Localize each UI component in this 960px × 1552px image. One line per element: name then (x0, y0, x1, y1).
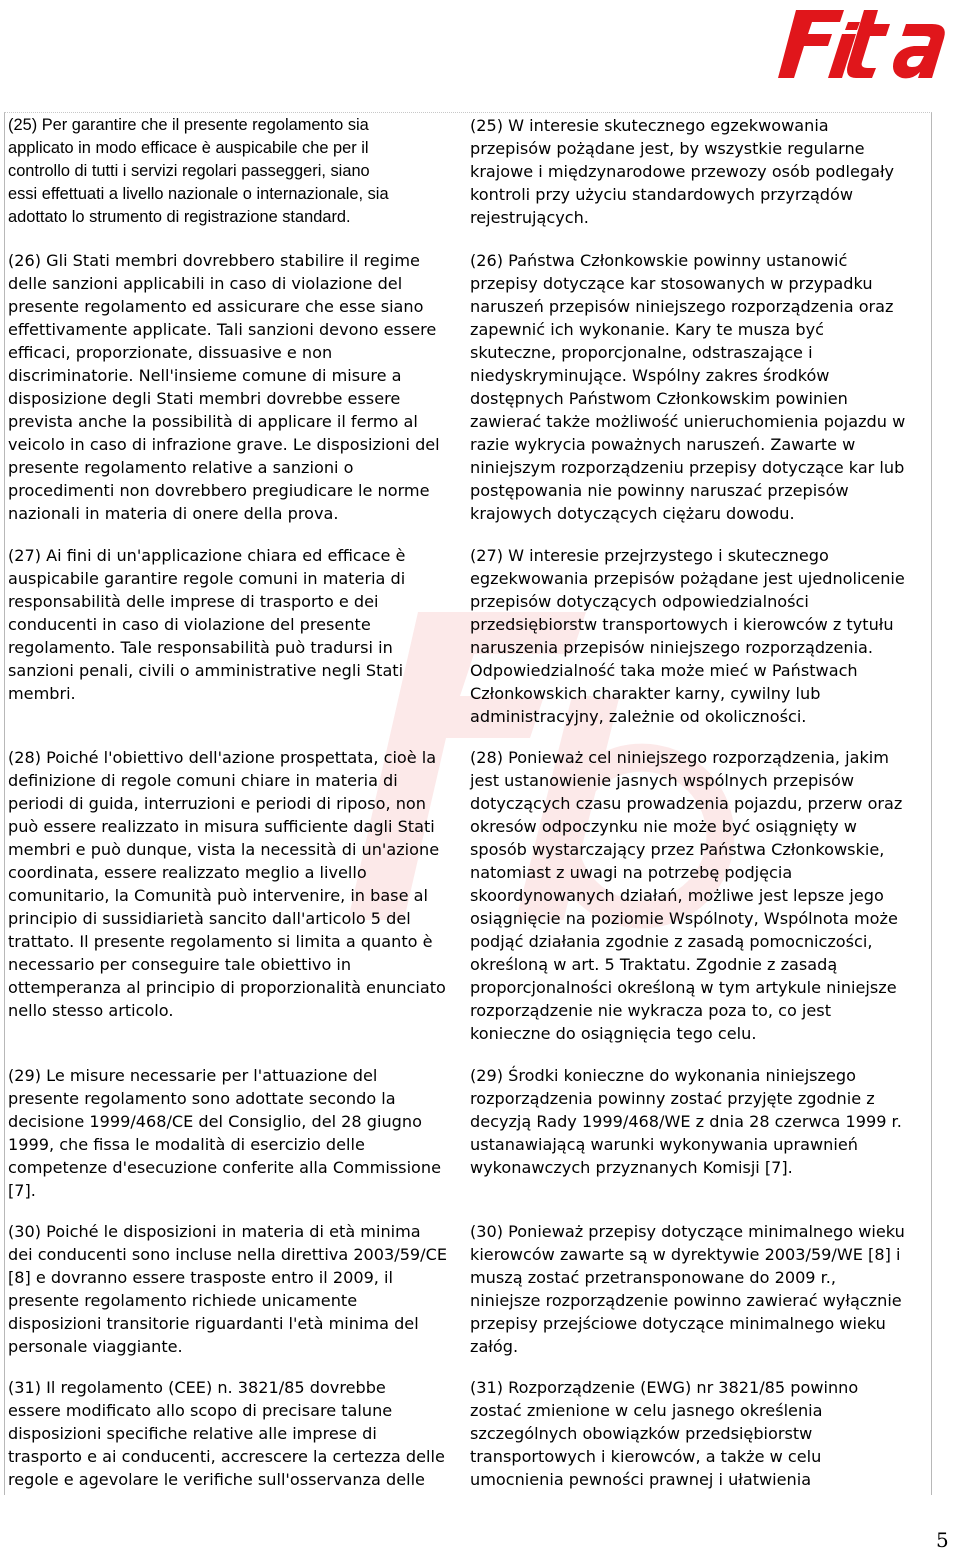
text-line: presente regolamento richiede unicamente (8, 1291, 358, 1310)
polish-paragraph-26 (470, 249, 928, 525)
text-line: decyzją Rady 1999/468/WE z dnia 28 czerwca 1999 r. (470, 1112, 902, 1131)
text-line: può essere realizzato in misura sufficiente dagli Stati (8, 817, 435, 836)
text-line: necessario per conseguire tale obiettivo in (8, 955, 352, 974)
text-line: discriminatorie. Nell'insieme comune di misure a (8, 366, 402, 385)
text-line: [7]. (8, 1181, 36, 1200)
text-line: zapewnić ich wykonanie. Kary te musza być (470, 320, 824, 339)
italian-paragraph-30 (8, 1220, 466, 1358)
polish-paragraph-27 (470, 544, 928, 728)
text-line: zawierać także możliwość unieruchomienia pojazdu w (470, 412, 906, 431)
polish-paragraph-28 (470, 746, 928, 1045)
text-line: applicato in modo efficace è auspicabile che per il (8, 139, 369, 157)
text-line: definizione di regole comuni chiare in materia di (8, 771, 398, 790)
text-line: (27) W interesie przejrzystego i skutecznego (470, 546, 829, 565)
text-line: niniejsze rozporządzenie powinno zawierać wyłącznie (470, 1291, 902, 1310)
text-line: administracyjny, zależnie od okoliczności. (470, 707, 807, 726)
text-line: proporcjonalności określoną w tym artykule niniejsze (470, 978, 897, 997)
text-line: principio di sussidiarietà sancito dall'articolo 5 del (8, 909, 411, 928)
text-line: kontroli przy użyciu standardowych przyrządów (470, 185, 854, 204)
polish-paragraph-29 (470, 1064, 928, 1179)
text-line: regolamento. Tale responsabilità può tradursi in (8, 638, 393, 657)
text-line: (30) Poiché le disposizioni in materia di età minima (8, 1222, 421, 1241)
text-line: trasporto e ai conducenti, accrescere la certezza delle (8, 1447, 445, 1466)
text-line: jest ustanowienie jasnych wspólnych przepisów (470, 771, 855, 790)
text-line: nazionali in materia di onere della prova. (8, 504, 339, 523)
text-line: presente regolamento relative a sanzioni o (8, 458, 354, 477)
text-line: okresów odpoczynku nie może być osiągnięty w (470, 817, 857, 836)
text-line: personale viaggiante. (8, 1337, 183, 1356)
text-line: responsabilità delle imprese di trasporto e dei (8, 592, 379, 611)
text-line: załóg. (470, 1337, 519, 1356)
text-line: (26) Państwa Członkowskie powinny ustanowić (470, 251, 848, 270)
text-line: membri e può dunque, vista la necessità di un'azione (8, 840, 440, 859)
text-line: przepisy przejściowe dotyczące minimalnego wieku (470, 1314, 886, 1333)
text-line: controllo di tutti i servizi regolari passeggeri, siano (8, 162, 370, 180)
text-line: disposizioni specifiche relative alle imprese di (8, 1424, 377, 1443)
text-line: [8] e dovranno essere trasposte entro il 2009, il (8, 1268, 393, 1287)
text-line: regole e agevolare le verifiche sull'osservanza delle (8, 1470, 425, 1489)
text-line: (29) Środki konieczne do wykonania niniejszego (470, 1066, 856, 1085)
text-line: podjąć działania zgodnie z zasadą pomocniczości, (470, 932, 873, 951)
text-line: rozporządzenie nie wykracza poza to, co jest (470, 1001, 832, 1020)
italian-paragraph-27 (8, 544, 466, 705)
text-line: membri. (8, 684, 76, 703)
text-line: naruszenia przepisów niniejszego rozporządzenia. (470, 638, 874, 657)
page-number: 5 (936, 1528, 949, 1552)
text-line: conducenti in caso di violazione del presente (8, 615, 371, 634)
text-line: krajowych dotyczących ciężaru dowodu. (470, 504, 795, 523)
text-line: disposizioni transitorie riguardanti l'età minima del (8, 1314, 419, 1333)
text-line: dei conducenti sono incluse nella direttiva 2003/59/CE (8, 1245, 448, 1264)
text-line: (25) W interesie skutecznego egzekwowania (470, 116, 829, 135)
text-line: (25) Per garantire che il presente regolamento sia (8, 116, 369, 134)
text-line: (30) Ponieważ przepisy dotyczące minimalnego wieku (470, 1222, 905, 1241)
text-line: dostępnych Państwom Członkowskim powinien (470, 389, 848, 408)
italian-paragraph-29 (8, 1064, 466, 1202)
text-line: decisione 1999/468/CE del Consiglio, del 28 giugno (8, 1112, 422, 1131)
text-line: (28) Ponieważ cel niniejszego rozporządzenia, jakim (470, 748, 889, 767)
text-line: efficaci, proporzionate, dissuasive e non (8, 343, 333, 362)
text-line: presente regolamento sono adottate secondo la (8, 1089, 396, 1108)
text-line: razie wykrycia poważnych naruszeń. Zawarte w (470, 435, 856, 454)
text-line: comunitario, la Comunità può intervenire, in base al (8, 886, 428, 905)
text-line: sposób wystarczający przez Państwa Członkowskie, (470, 840, 885, 859)
text-line: (31) Rozporządzenie (EWG) nr 3821/85 powinno (470, 1378, 859, 1397)
text-line: krajowe i międzynarodowe przewozy osób podlegały (470, 162, 895, 181)
italian-paragraph-28 (8, 746, 466, 1022)
text-line: skuteczne, proporcjonalne, odstraszające i (470, 343, 813, 362)
text-line: effettivamente applicate. Tali sanzioni devono essere (8, 320, 437, 339)
text-line: niedyskryminujące. Wspólny zakres środków (470, 366, 830, 385)
text-line: muszą zostać przetransponowane do 2009 r., (470, 1268, 837, 1287)
text-line: (28) Poiché l'obiettivo dell'azione prospettata, cioè la (8, 748, 437, 767)
text-line: (27) Ai fini di un'applicazione chiara ed efficace è (8, 546, 406, 565)
text-line: 1999, che fissa le modalità di esercizio delle (8, 1135, 365, 1154)
text-line: prevista anche la possibilità di applicare il fermo al (8, 412, 418, 431)
text-line: nello stesso articolo. (8, 1001, 174, 1020)
text-line: przepisów dotyczących odpowiedzialności (470, 592, 809, 611)
text-line: rejestrujących. (470, 208, 589, 227)
italian-paragraph-31 (8, 1376, 466, 1491)
text-line: rozporządzenia powinny zostać przyjęte zgodnie z (470, 1089, 875, 1108)
text-line: dotyczących czasu prowadzenia pojazdu, przerw oraz (470, 794, 903, 813)
text-line: wykonawczych przyznanych Komisji [7]. (470, 1158, 793, 1177)
text-line: delle sanzioni applicabili in caso di violazione del (8, 274, 403, 293)
text-line: umocnienia pewności prawnej i ułatwienia (470, 1470, 812, 1489)
text-line: (29) Le misure necessarie per l'attuazione del (8, 1066, 378, 1085)
text-line: transportowych i kierowców, a także w celu (470, 1447, 822, 1466)
text-line: przedsiębiorstw transportowych i kierowców z tytułu (470, 615, 894, 634)
polish-paragraph-30 (470, 1220, 928, 1358)
logo-text: fita (756, 2, 758, 3)
text-line: konieczne do osiągnięcia tego celu. (470, 1024, 757, 1043)
text-line: disposizione degli Stati membri dovrebbe essere (8, 389, 401, 408)
text-line: osiągnięcie na poziomie Wspólnoty, Wspólnota może (470, 909, 898, 928)
text-line: skoordynowanych działań, możliwe jest lepsze jego (470, 886, 884, 905)
text-line: niniejszym rozporządzeniu przepisy dotyczące kar lub (470, 458, 905, 477)
text-line: (31) Il regolamento (CEE) n. 3821/85 dovrebbe (8, 1378, 386, 1397)
text-line: essi effettuati a livello nazionale o internazionale, sia (8, 185, 389, 203)
text-line: szczególnych obowiązków przedsiębiorstw (470, 1424, 813, 1443)
text-line: auspicabile garantire regole comuni in materia di (8, 569, 406, 588)
text-line: essere modificato allo scopo di precisare talune (8, 1401, 393, 1420)
text-line: postępowania nie powinny naruszać przepisów (470, 481, 849, 500)
text-line: presente regolamento ed assicurare che esse siano (8, 297, 424, 316)
text-line: adottato lo strumento di registrazione standard. (8, 208, 351, 226)
text-line: (26) Gli Stati membri dovrebbero stabilire il regime (8, 251, 420, 270)
text-line: sanzioni penali, civili o amministrative negli Stati (8, 661, 404, 680)
text-line: przepisów pożądane jest, by wszystkie regularne (470, 139, 865, 158)
text-line: egzekwowania przepisów pożądane jest ujednolicenie (470, 569, 905, 588)
text-line: Członkowskich charakter karny, cywilny lub (470, 684, 821, 703)
italian-paragraph-25 (8, 114, 466, 229)
text-line: veicolo in caso di infrazione grave. Le disposizioni del (8, 435, 440, 454)
text-line: określoną w art. 5 Traktatu. Zgodnie z zasadą (470, 955, 838, 974)
text-line: periodi di guida, interruzioni e periodi di riposo, non (8, 794, 426, 813)
fita-logo (756, 2, 956, 82)
polish-paragraph-25 (470, 114, 928, 229)
text-line: competenze d'esecuzione conferite alla Commissione (8, 1158, 441, 1177)
text-line: kierowców zawarte są w dyrektywie 2003/59/WE [8] i (470, 1245, 901, 1264)
text-line: zostać zmienione w celu jasnego określenia (470, 1401, 823, 1420)
text-line: trattato. Il presente regolamento si limita a quanto è (8, 932, 433, 951)
text-line: przepisy dotyczące kar stosowanych w przypadku (470, 274, 873, 293)
text-line: naruszeń przepisów niniejszego rozporządzenia oraz (470, 297, 894, 316)
italian-paragraph-26 (8, 249, 466, 525)
text-line: procedimenti non dovrebbero pregiudicare le norme (8, 481, 430, 500)
text-line: Odpowiedzialność taka może mieć w Państwach (470, 661, 858, 680)
text-line: ustanawiającą warunki wykonywania uprawnień (470, 1135, 858, 1154)
text-line: natomiast z uwagi na potrzebę podjęcia (470, 863, 793, 882)
text-line: ottemperanza al principio di proporzionalità enunciato (8, 978, 446, 997)
polish-paragraph-31 (470, 1376, 928, 1491)
text-line: coordinata, essere realizzato meglio a livello (8, 863, 367, 882)
